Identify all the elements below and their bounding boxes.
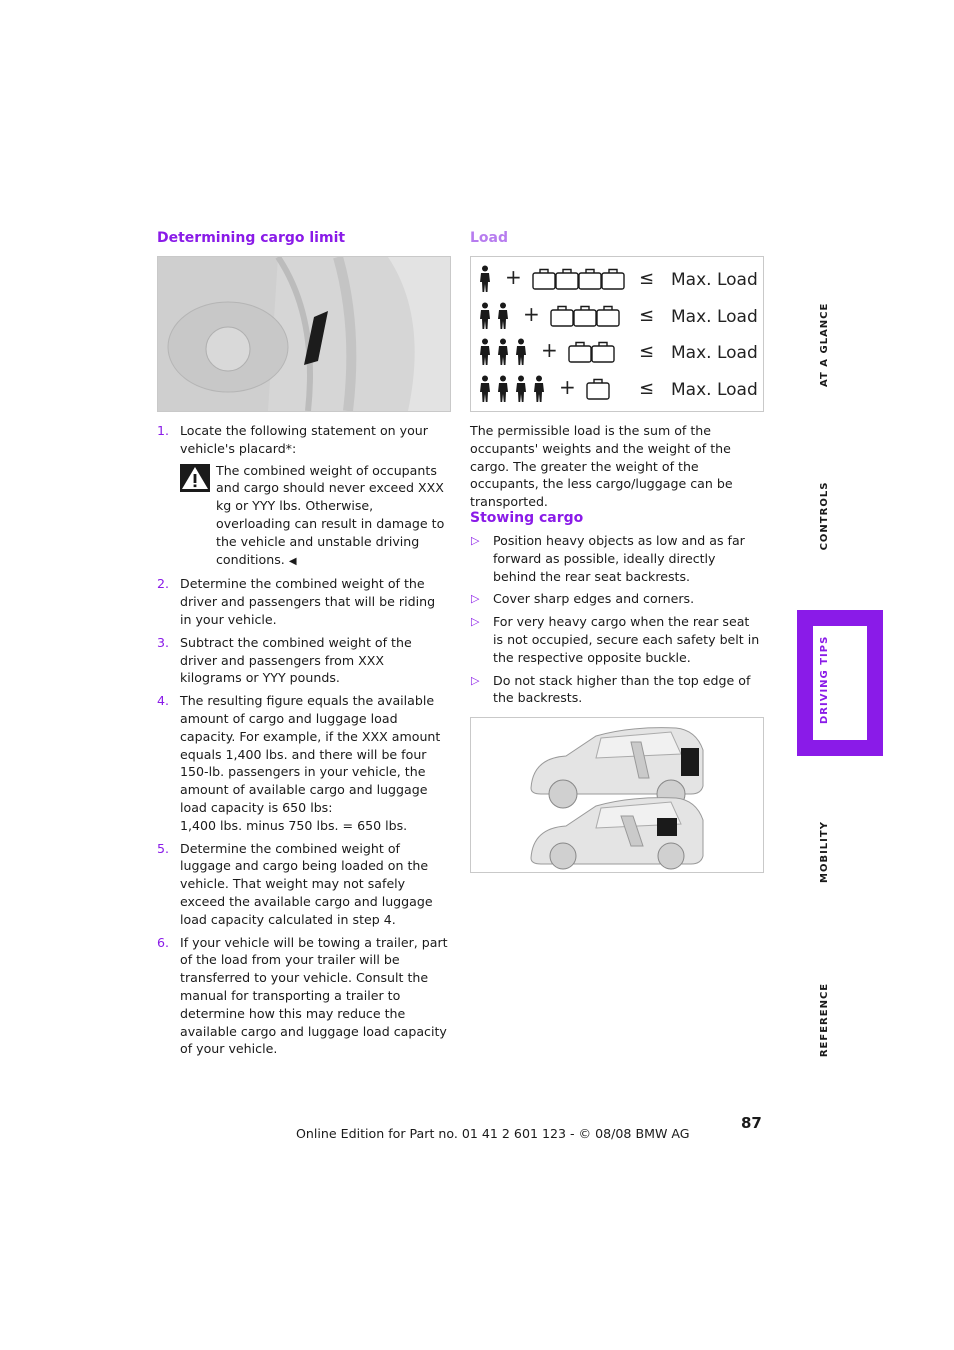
step-text: Subtract the combined weight of the driver and passengers from XXX kilograms or YYY pounds. — [180, 634, 412, 686]
person-icon — [515, 375, 527, 407]
tab-driving-tips[interactable]: DRIVING TIPS — [819, 635, 830, 724]
suitcase-icon — [600, 267, 626, 295]
plus-icon: + — [541, 338, 558, 362]
footer-edition: Online Edition for Part no. 01 41 2 601 123 - © 08/08 BMW AG — [296, 1126, 690, 1141]
list-item — [157, 634, 449, 687]
car-bottom-illustration — [531, 798, 703, 869]
car-cargo-illustration — [471, 718, 763, 872]
step-number: 3. — [157, 634, 170, 650]
list-item — [470, 613, 762, 666]
less-or-equal-icon: ≤ — [639, 341, 655, 362]
person-icon — [479, 265, 491, 293]
suitcase-icon — [585, 377, 611, 401]
page-number: 87 — [741, 1114, 762, 1132]
step-text: The resulting figure equals the available amount of cargo and luggage load capacity. For example, if the XXX amount equals 1,400 lbs. and there will be four 150-lb. passengers in your vehicle, the amount of available cargo and luggage load capacity is 650 lbs: — [180, 693, 441, 815]
load-diagram — [470, 256, 764, 412]
load-row — [471, 263, 761, 299]
bullet-triangle-icon: ▷ — [471, 615, 480, 629]
bullet-triangle-icon: ▷ — [471, 673, 480, 687]
section-heading-stowing: Stowing cargo — [470, 510, 584, 526]
person-icon — [515, 338, 527, 366]
person-icon — [515, 375, 527, 403]
step-text: Locate the following statement on your vehicle's placard*: — [180, 423, 428, 456]
car-top-illustration — [531, 728, 703, 808]
plus-icon: + — [523, 301, 540, 326]
person-icon — [497, 338, 509, 370]
list-item — [157, 692, 449, 834]
suitcase-icon — [590, 340, 616, 368]
person-icon — [479, 338, 491, 370]
person-icon — [533, 375, 545, 403]
person-icon — [497, 375, 509, 403]
person-icon — [479, 302, 491, 334]
suitcase-icon — [595, 304, 621, 332]
person-icon — [479, 302, 491, 330]
step-text: Determine the combined weight of the driver and passengers that will be riding in your vehicle. — [180, 576, 436, 627]
person-icon — [515, 338, 527, 370]
load-row — [471, 300, 761, 336]
step-number: 1. — [157, 423, 170, 438]
suitcase-icon — [590, 340, 616, 364]
car-cargo-image — [470, 717, 764, 873]
bullet-text: Position heavy objects as low and as far forward as possible, ideally directly behind the rear seat backrests. — [493, 533, 745, 584]
section-heading-cargo-limit: Determining cargo limit — [157, 230, 346, 246]
bullet-text: Cover sharp edges and corners. — [493, 591, 695, 607]
less-or-equal-icon: ≤ — [639, 268, 655, 289]
list-item — [470, 532, 762, 585]
max-load-label: Max. Load — [671, 306, 758, 327]
bullet-text: Do not stack higher than the top edge of the backrests. — [493, 672, 751, 706]
less-or-equal-icon: ≤ — [639, 304, 655, 326]
step-text: If your vehicle will be towing a trailer, part of the load from your trailer will be transferred to your vehicle. Consult the manual for transporting a trailer to determine how this may reduce the available cargo and luggage load capacity of your vehicle. — [180, 934, 448, 1057]
warning-text: The combined weight of occupants and cargo should never exceed XXX kg or YYY lbs. Otherwise, overloading can result in damage to the vehicle and unstable driving conditions. — [216, 462, 445, 567]
door-placard-image — [157, 256, 451, 412]
tab-at-a-glance[interactable]: AT A GLANCE — [819, 302, 830, 387]
plus-icon: + — [505, 265, 522, 289]
load-row — [471, 336, 761, 372]
person-icon — [497, 302, 509, 330]
plus-icon: + — [559, 374, 576, 399]
person-icon — [497, 302, 509, 334]
bullet-triangle-icon: ▷ — [471, 592, 480, 606]
end-marker-icon: ◀ — [288, 555, 297, 567]
list-item — [157, 422, 449, 570]
steps-list — [157, 422, 449, 1063]
person-icon — [479, 265, 491, 297]
bullet-triangle-icon: ▷ — [471, 534, 480, 547]
list-item — [157, 934, 449, 1059]
stowing-list — [470, 532, 762, 712]
warning-triangle-icon — [180, 464, 210, 492]
list-item — [470, 590, 762, 608]
warning-block — [180, 462, 449, 571]
door-pillar-illustration — [158, 257, 450, 411]
max-load-label: Max. Load — [671, 343, 758, 363]
step-number: 6. — [157, 934, 170, 950]
person-icon — [497, 375, 509, 407]
person-icon — [479, 375, 491, 403]
bullet-text: For very heavy cargo when the rear seat is not occupied, secure each safety belt in the respective opposite buckle. — [493, 614, 760, 665]
section-heading-load: Load — [470, 230, 509, 246]
person-icon — [479, 338, 491, 366]
person-icon — [497, 338, 509, 366]
suitcase-icon — [600, 267, 626, 291]
load-text: The permissible load is the sum of the occupants' weights and the weight of the cargo. The greater the weight of the occupants, the less cargo/luggage can be transported. — [470, 423, 733, 510]
suitcase-icon — [585, 377, 611, 405]
max-load-label: Max. Load — [671, 379, 758, 400]
tab-driving-tips-marker — [797, 610, 883, 756]
step-number: 5. — [157, 840, 170, 856]
step-text: Determine the combined weight of luggage and cargo being loaded on the vehicle. That weight may not safely exceed the available cargo and luggage load capacity calculated in step 4. — [180, 840, 433, 927]
suitcase-icon — [595, 304, 621, 328]
list-item — [470, 672, 762, 708]
list-item — [157, 575, 449, 628]
max-load-label: Max. Load — [671, 270, 758, 290]
tab-controls[interactable]: CONTROLS — [819, 481, 830, 551]
tab-reference[interactable]: REFERENCE — [819, 982, 830, 1058]
step-number: 2. — [157, 576, 170, 592]
tab-mobility[interactable]: MOBILITY — [819, 821, 830, 883]
example-calculation: 1,400 lbs. minus 750 lbs. = 650 lbs. — [180, 817, 408, 833]
person-icon — [479, 375, 491, 407]
load-row — [471, 373, 761, 409]
less-or-equal-icon: ≤ — [639, 377, 655, 399]
person-icon — [533, 375, 545, 407]
list-item — [157, 840, 449, 929]
step-number: 4. — [157, 693, 170, 709]
